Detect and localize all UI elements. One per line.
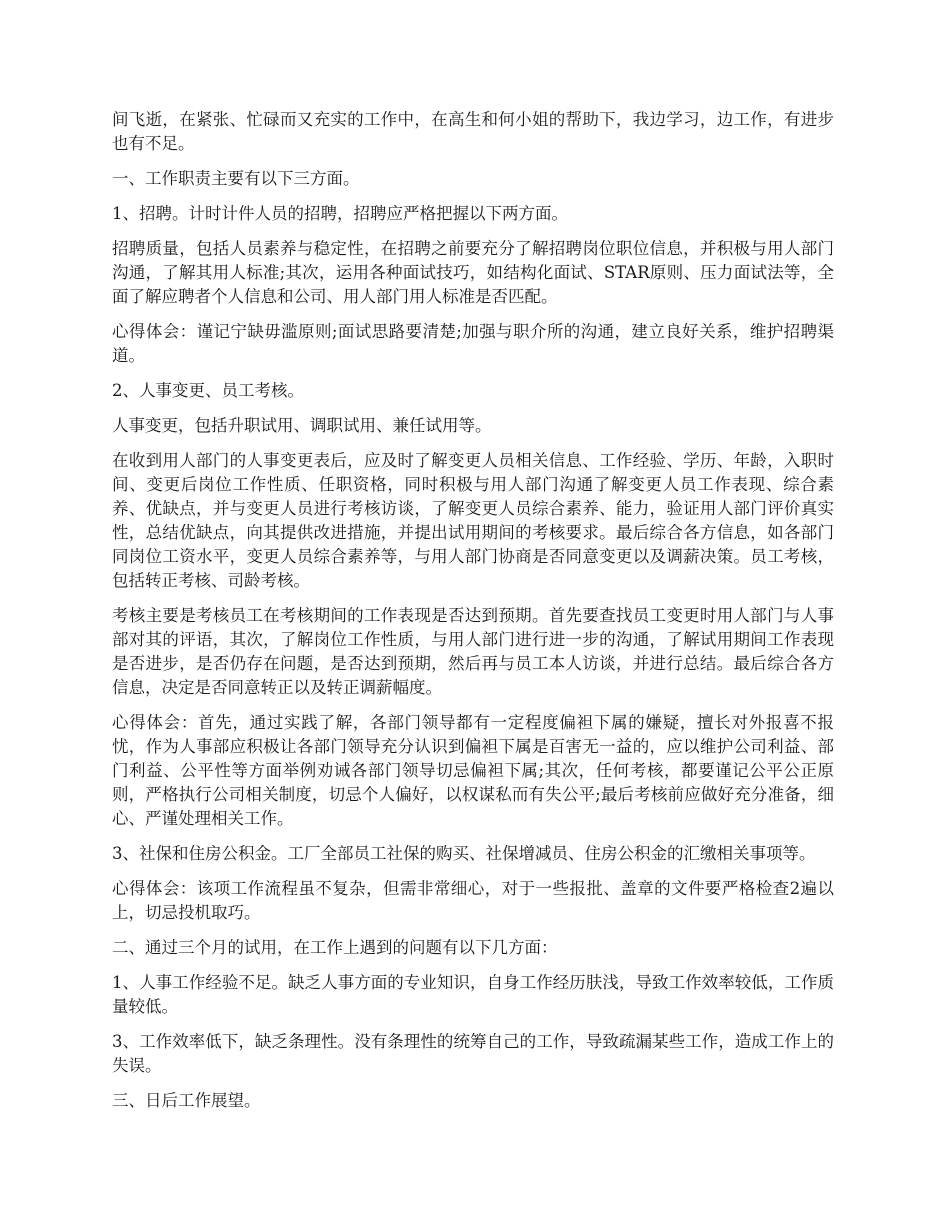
item-personnel-change: 2、人事变更、员工考核。	[112, 381, 304, 400]
paragraph-personnel-change-types: 人事变更，包括升职试用、调职试用、兼任试用等。	[112, 416, 492, 435]
item-social-insurance: 3、社保和住房公积金。工厂全部员工社保的购买、社保增减员、住房公积金的汇缴相关事项等。	[112, 844, 816, 863]
heading-problems: 二、通过三个月的试用，在工作上遇到的问题有以下几方面：	[112, 938, 558, 957]
item-recruitment: 1、招聘。计时计件人员的招聘，招聘应严格把握以下两方面。	[112, 204, 568, 223]
heading-job-duties: 一、工作职责主要有以下三方面。	[112, 169, 360, 188]
paragraph-intro: 间飞逝，在紧张、忙碌而又充实的工作中，在高生和何小姐的帮助下，我边学习，边工作，有进步也有不足。	[112, 110, 834, 153]
paragraph-social-insurance-reflection: 心得体会：该项工作流程虽不复杂，但需非常细心，对于一些报批、盖章的文件要严格检查2遍以上，切忌投机取巧。	[112, 879, 834, 922]
paragraph-recruitment-reflection: 心得体会：谨记宁缺毋滥原则;面试思路要清楚;加强与职介所的沟通，建立良好关系，维护招聘渠道。	[112, 322, 834, 365]
item-low-efficiency: 3、工作效率低下，缺乏条理性。没有条理性的统筹自己的工作，导致疏漏某些工作，造成工作上的失误。	[112, 1032, 834, 1075]
paragraph-assessment: 考核主要是考核员工在考核期间的工作表现是否达到预期。首先要查找员工变更时用人部门与人事部对其的评语，其次，了解岗位工作性质，与用人部门进行进一步的沟通，了解试用期间工作表现是否进步，是否仍存在问题，是否达到预期，然后再与员工本人访谈，并进行总结。最后综合各方信息，决定是否同意转正以及转正调薪幅度。	[112, 606, 834, 697]
paragraph-recruitment-quality: 招聘质量，包括人员素养与稳定性，在招聘之前要充分了解招聘岗位职位信息，并积极与用人部门沟通，了解其用人标准;其次，运用各种面试技巧，如结构化面试、STAR原则、压力面试法等，全面了解应聘者个人信息和公司、用人部门用人标准是否匹配。	[112, 239, 834, 306]
item-lack-experience: 1、人事工作经验不足。缺乏人事方面的专业知识，自身工作经历肤浅，导致工作效率较低，工作质量较低。	[112, 973, 834, 1016]
paragraph-assessment-reflection: 心得体会：首先，通过实践了解，各部门领导都有一定程度偏袒下属的嫌疑，擅长对外报喜不报忧，作为人事部应积极让各部门领导充分认识到偏袒下属是百害无一益的，应以维护公司利益、部门利益、公平性等方面举例劝诫各部门领导切忌偏袒下属;其次，任何考核，都要谨记公平公正原则，严格执行公司相关制度，切忌个人偏好，以权谋私而有失公平;最后考核前应做好充分准备，细心、严谨处理相关工作。	[112, 713, 834, 828]
heading-outlook: 三、日后工作展望。	[112, 1091, 261, 1110]
document-page	[112, 108, 834, 1124]
paragraph-personnel-change-process: 在收到用人部门的人事变更表后，应及时了解变更人员相关信息、工作经验、学历、年龄，入职时间、变更后岗位工作性质、任职资格，同时积极与用人部门沟通了解变更人员工作表现、综合素养、优缺点，并与变更人员进行考核访谈，了解变更人员综合素养、能力，验证用人部门评价真实性，总结优缺点，向其提供改进措施，并提出试用期间的考核要求。最后综合各方信息，如各部门同岗位工资水平，变更人员综合素养等，与用人部门协商是否同意变更以及调薪决策。员工考核，包括转正考核、司龄考核。	[112, 451, 834, 590]
